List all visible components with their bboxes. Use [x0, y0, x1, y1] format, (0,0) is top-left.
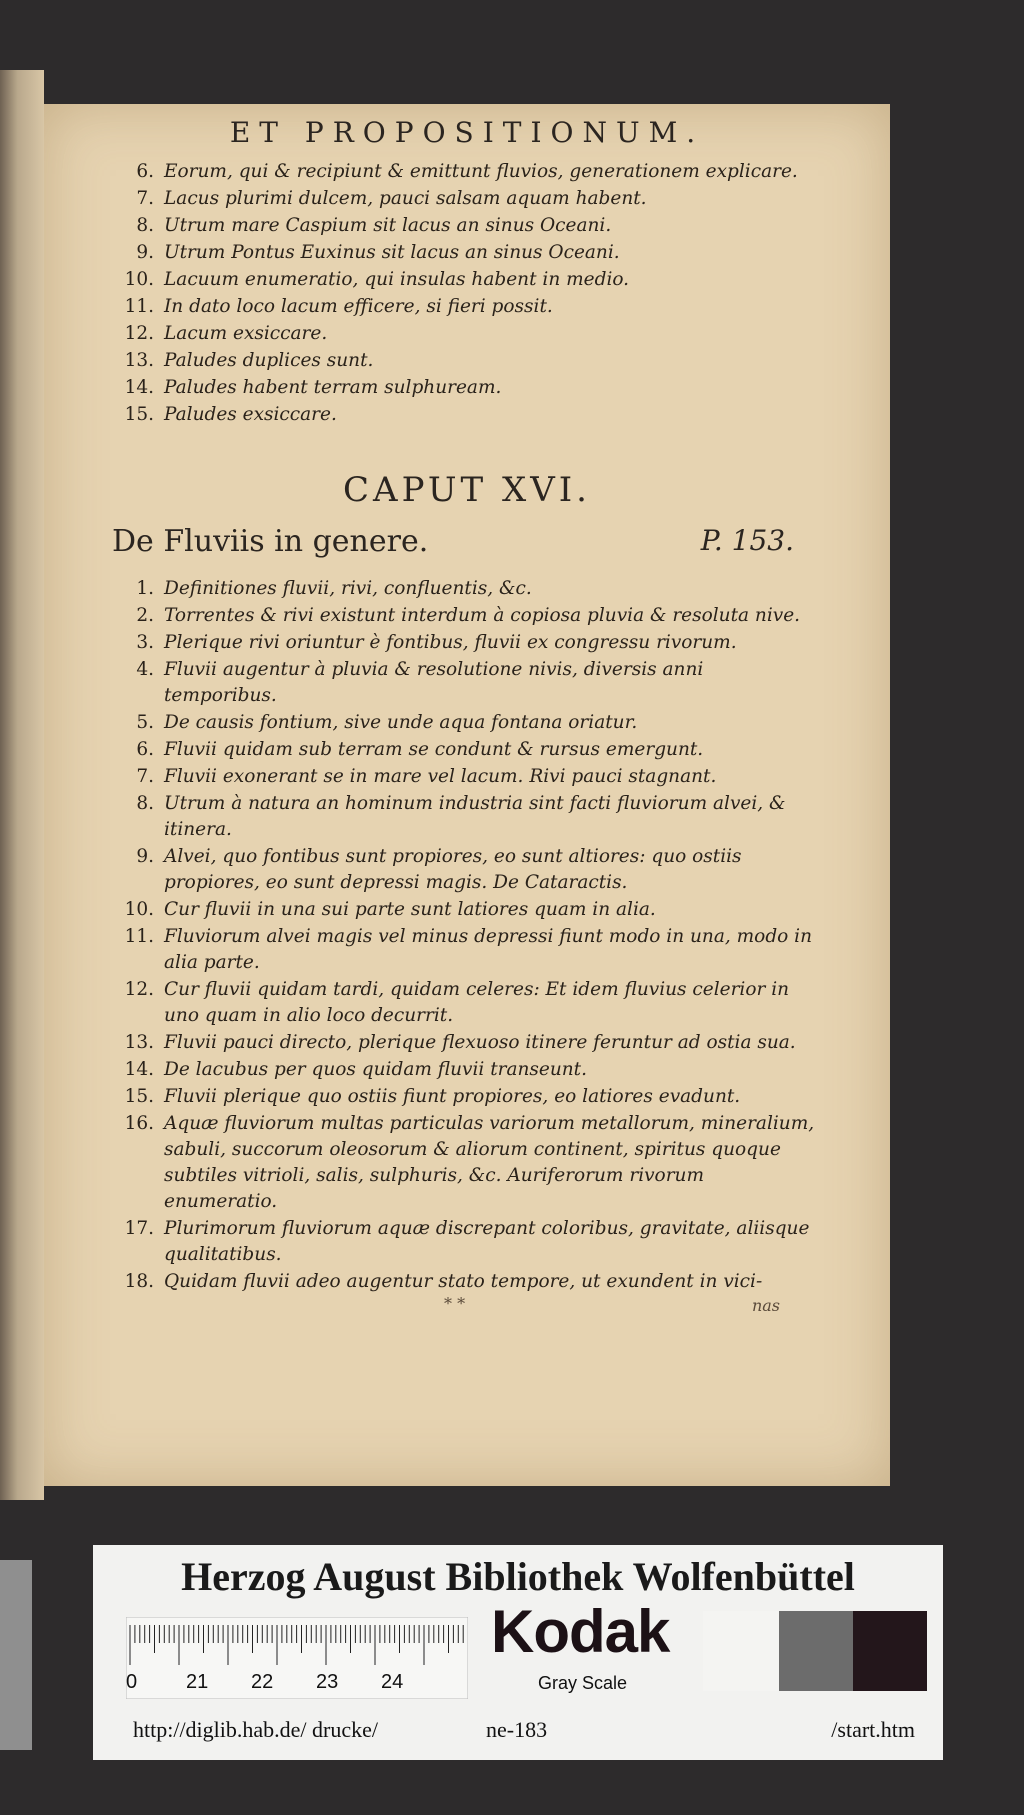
proposition-number: 14.	[124, 1059, 154, 1080]
proposition-item	[120, 401, 820, 428]
proposition-item	[120, 737, 820, 763]
signature-mark: * *	[444, 1294, 466, 1313]
proposition-number: 12.	[124, 323, 154, 344]
proposition-text: Plerique rivi oriuntur è fontibus, fluvii ex congressu rivorum.	[164, 632, 737, 653]
proposition-item	[120, 603, 820, 629]
proposition-text: Paludes exsiccare.	[164, 404, 337, 425]
proposition-text: In dato loco lacum efficere, si fieri possit.	[164, 296, 553, 317]
proposition-number: 6.	[136, 161, 154, 182]
url-right: /start.htm	[831, 1717, 915, 1742]
ruler-numbers	[126, 1671, 468, 1701]
proposition-number: 18.	[124, 1271, 154, 1292]
ruler-number: 0	[126, 1671, 138, 1693]
proposition-text: Plurimorum fluviorum aquæ discrepant coloribus, gravitate, aliisque qualitatibus.	[164, 1218, 810, 1265]
proposition-item	[120, 924, 820, 976]
proposition-number: 12.	[124, 979, 154, 1000]
proposition-text: Fluvii augentur à pluvia & resolutione nivis, diversis anni temporibus.	[164, 659, 704, 706]
proposition-number: 4.	[136, 659, 154, 680]
proposition-text: Cur fluvii quidam tardi, quidam celeres: Et idem fluvius celerior in uno quam in alio loco decurrit.	[164, 979, 790, 1026]
proposition-text: Lacus plurimi dulcem, pauci salsam aquam habent.	[164, 188, 647, 209]
url-left: http://diglib.hab.de/ drucke/	[133, 1717, 379, 1742]
proposition-number: 11.	[124, 296, 154, 317]
proposition-item	[120, 266, 820, 293]
ruler-number: 23	[316, 1671, 339, 1693]
proposition-list-a	[120, 158, 820, 428]
proposition-item	[120, 630, 820, 656]
proposition-item	[120, 1111, 820, 1215]
proposition-item	[120, 977, 820, 1029]
section-title: De Fluviis in genere.	[112, 524, 429, 559]
proposition-item	[120, 374, 820, 401]
gray-patch-white	[703, 1611, 779, 1691]
proposition-item	[120, 347, 820, 374]
proposition-number: 9.	[136, 242, 154, 263]
proposition-text: Fluvii exonerant se in mare vel lacum. Rivi pauci stagnant.	[164, 766, 717, 787]
proposition-number: 8.	[136, 215, 154, 236]
proposition-text: Cur fluvii in una sui parte sunt latiores quam in alia.	[164, 899, 656, 920]
proposition-item	[120, 1269, 820, 1295]
proposition-item	[120, 293, 820, 320]
left-grey-strip	[0, 1560, 32, 1750]
proposition-item	[120, 212, 820, 239]
proposition-number: 7.	[136, 188, 154, 209]
proposition-item	[120, 710, 820, 736]
proposition-item	[120, 1216, 820, 1268]
proposition-text: Torrentes & rivi existunt interdum à copiosa pluvia & resoluta nive.	[164, 605, 801, 626]
kodak-logo: Kodak	[491, 1598, 670, 1665]
proposition-item	[120, 158, 820, 185]
catchword: nas	[751, 1296, 780, 1315]
proposition-text: De causis fontium, sive unde aqua fontana oriatur.	[164, 712, 638, 733]
proposition-item	[120, 791, 820, 843]
proposition-item	[120, 185, 820, 212]
proposition-text: Definitiones fluvii, rivi, confluentis, &c.	[164, 578, 532, 599]
proposition-item	[120, 239, 820, 266]
proposition-text: Lacuum enumeratio, qui insulas habent in medio.	[164, 269, 630, 290]
proposition-item	[120, 844, 820, 896]
proposition-number: 11.	[124, 926, 154, 947]
gray-scale-label: Gray Scale	[538, 1673, 628, 1693]
running-head: ET PROPOSITIONUM.	[229, 116, 705, 149]
ruler-number: 24	[381, 1671, 404, 1693]
page-reference: P. 153.	[700, 524, 794, 557]
book-page	[44, 104, 890, 1486]
proposition-list-b	[120, 576, 820, 1296]
proposition-number: 8.	[136, 793, 154, 814]
proposition-text: Lacum exsiccare.	[164, 323, 328, 344]
proposition-text: Utrum à natura an hominum industria sint facti fluviorum alvei, & itinera.	[164, 793, 786, 840]
proposition-text: Fluvii plerique quo ostiis fiunt propiores, eo latiores evadunt.	[164, 1086, 741, 1107]
proposition-number: 17.	[124, 1218, 154, 1239]
library-name: Herzog August Bibliothek Wolfenbüttel	[181, 1554, 855, 1599]
ruler-number: 21	[186, 1671, 209, 1693]
proposition-number: 16.	[124, 1113, 154, 1134]
gray-patch-black	[853, 1611, 927, 1691]
proposition-item	[120, 764, 820, 790]
gray-patch-mid	[779, 1611, 853, 1691]
proposition-item	[120, 1030, 820, 1056]
proposition-number: 10.	[124, 269, 154, 290]
proposition-number: 1.	[136, 578, 154, 599]
proposition-item	[120, 1084, 820, 1110]
proposition-number: 5.	[136, 712, 154, 733]
proposition-item	[120, 1057, 820, 1083]
proposition-number: 13.	[124, 350, 154, 371]
proposition-number: 6.	[136, 739, 154, 760]
left-page-edge	[0, 70, 44, 1500]
proposition-number: 10.	[124, 899, 154, 920]
proposition-number: 15.	[124, 1086, 154, 1107]
proposition-item	[120, 897, 820, 923]
proposition-text: Utrum Pontus Euxinus sit lacus an sinus Oceani.	[164, 242, 620, 263]
proposition-text: Fluvii quidam sub terram se condunt & rursus emergunt.	[164, 739, 704, 760]
proposition-text: De lacubus per quos quidam fluvii transeunt.	[164, 1059, 587, 1080]
ruler-number: 22	[251, 1671, 274, 1693]
color-target-card	[93, 1545, 943, 1760]
proposition-text: Paludes habent terram sulphuream.	[164, 377, 502, 398]
proposition-number: 13.	[124, 1032, 154, 1053]
proposition-text: Eorum, qui & recipiunt & emittunt fluvios, generationem explicare.	[164, 161, 798, 182]
url-mid: ne-183	[486, 1717, 548, 1742]
proposition-item	[120, 320, 820, 347]
proposition-number: 2.	[136, 605, 154, 626]
proposition-item	[120, 576, 820, 602]
proposition-text: Alvei, quo fontibus sunt propiores, eo sunt altiores: quo ostiis propiores, eo sunt depressi magis. De Cataractis.	[164, 846, 742, 893]
proposition-number: 7.	[136, 766, 154, 787]
proposition-text: Aquæ fluviorum multas particulas variorum metallorum, mineralium, sabuli, succorum oleosorum & aliorum continent, spiritus quoque subtiles vitrioli, salis, sulphuris, &c. Auriferorum rivorum enumeratio.	[164, 1113, 815, 1212]
proposition-text: Quidam fluvii adeo augentur stato tempore, ut exundent in vici-	[164, 1271, 763, 1292]
chapter-heading: CAPUT XVI.	[343, 470, 591, 510]
proposition-text: Paludes duplices sunt.	[164, 350, 374, 371]
proposition-text: Fluviorum alvei magis vel minus depressi fiunt modo in una, modo in alia parte.	[164, 926, 813, 973]
proposition-number: 15.	[124, 404, 154, 425]
proposition-number: 3.	[136, 632, 154, 653]
proposition-text: Utrum mare Caspium sit lacus an sinus Oceani.	[164, 215, 612, 236]
proposition-text: Fluvii pauci directo, plerique flexuoso itinere feruntur ad ostia sua.	[164, 1032, 796, 1053]
proposition-number: 14.	[124, 377, 154, 398]
proposition-number: 9.	[136, 846, 154, 867]
proposition-item	[120, 657, 820, 709]
